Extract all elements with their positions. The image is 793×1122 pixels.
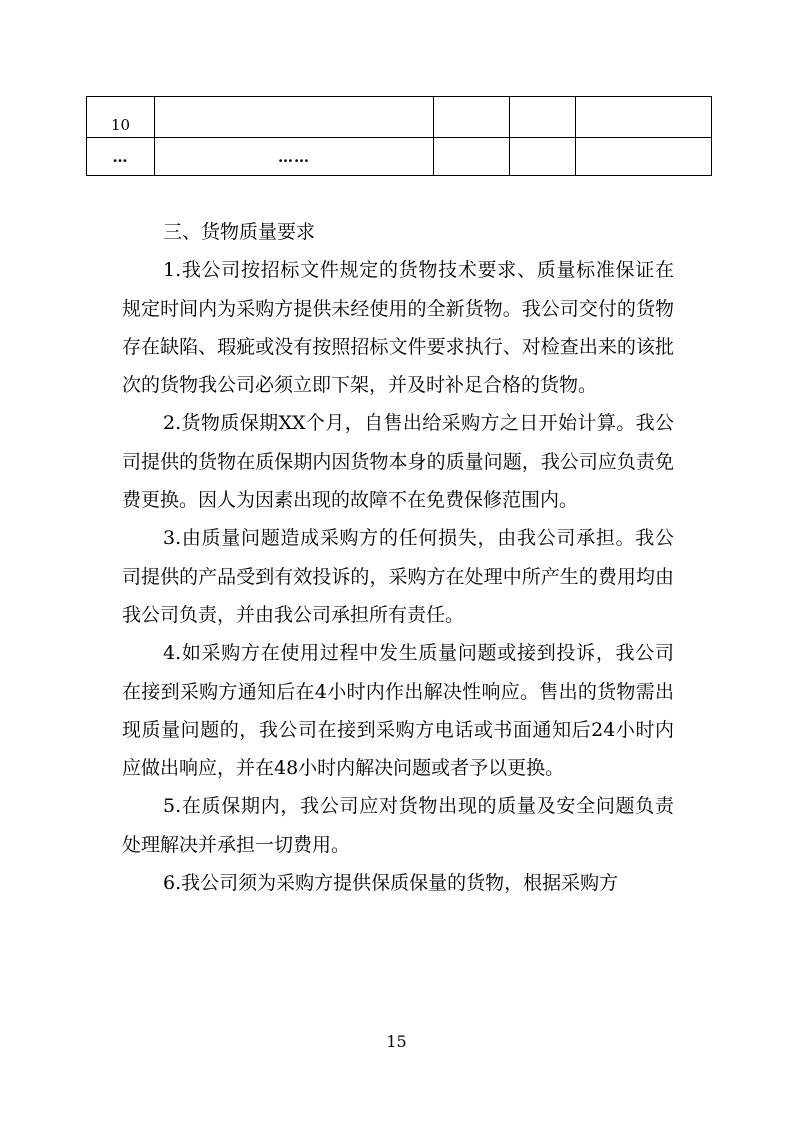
page-number: 15: [386, 1032, 407, 1051]
table-cell: [576, 97, 712, 138]
table-cell: [434, 138, 510, 176]
paragraph: 6.我公司须为采购方提供保质保量的货物，根据采购方: [163, 872, 619, 895]
table-cell: [510, 138, 576, 176]
table-cell: 10: [87, 97, 155, 138]
table-row: [87, 138, 712, 176]
table-cell: ……: [155, 138, 434, 176]
paragraph: 4.如采购方在使用过程中发生质量问题或接到投诉，我公司在接到采购方通知后在4小时内作出解决性响应。售出的货物需出现质量问题的，我公司在接到采购方电话或书面通知后24小时内应做出响应，并在48小时内解决问题或者予以更换。: [122, 642, 674, 780]
table-cell: [576, 138, 712, 176]
table-cell: …: [87, 138, 155, 176]
paragraph: 3.由质量问题造成采购方的任何损失，由我公司承担。我公司提供的产品受到有效投诉的，采购方在处理中所产生的费用均由我公司负责，并由我公司承担所有责任。: [122, 527, 674, 626]
table-cell: [434, 97, 510, 138]
table-row: [87, 97, 712, 138]
table-cell: [510, 97, 576, 138]
goods-table: [86, 96, 712, 176]
paragraph: 2.货物质保期XX个月，自售出给采购方之日开始计算。我公司提供的货物在质保期内因货物本身的质量问题，我公司应负责免费更换。因人为因素出现的故障不在免费保修范围内。: [122, 412, 674, 512]
table-cell: [155, 97, 434, 138]
paragraph: 5.在质保期内，我公司应对货物出现的质量及安全问题负责处理解决并承担一切费用。: [122, 795, 674, 856]
section-body: [122, 213, 674, 902]
section-heading: 三、货物质量要求: [163, 221, 316, 243]
paragraph: 1.我公司按招标文件规定的货物技术要求、质量标准保证在规定时间内为采购方提供未经使用的全新货物。我公司交付的货物存在缺陷、瑕疵或没有按照招标文件要求执行、对检查出来的该批次的货物我公司必须立即下架，并及时补足合格的货物。: [122, 259, 674, 397]
